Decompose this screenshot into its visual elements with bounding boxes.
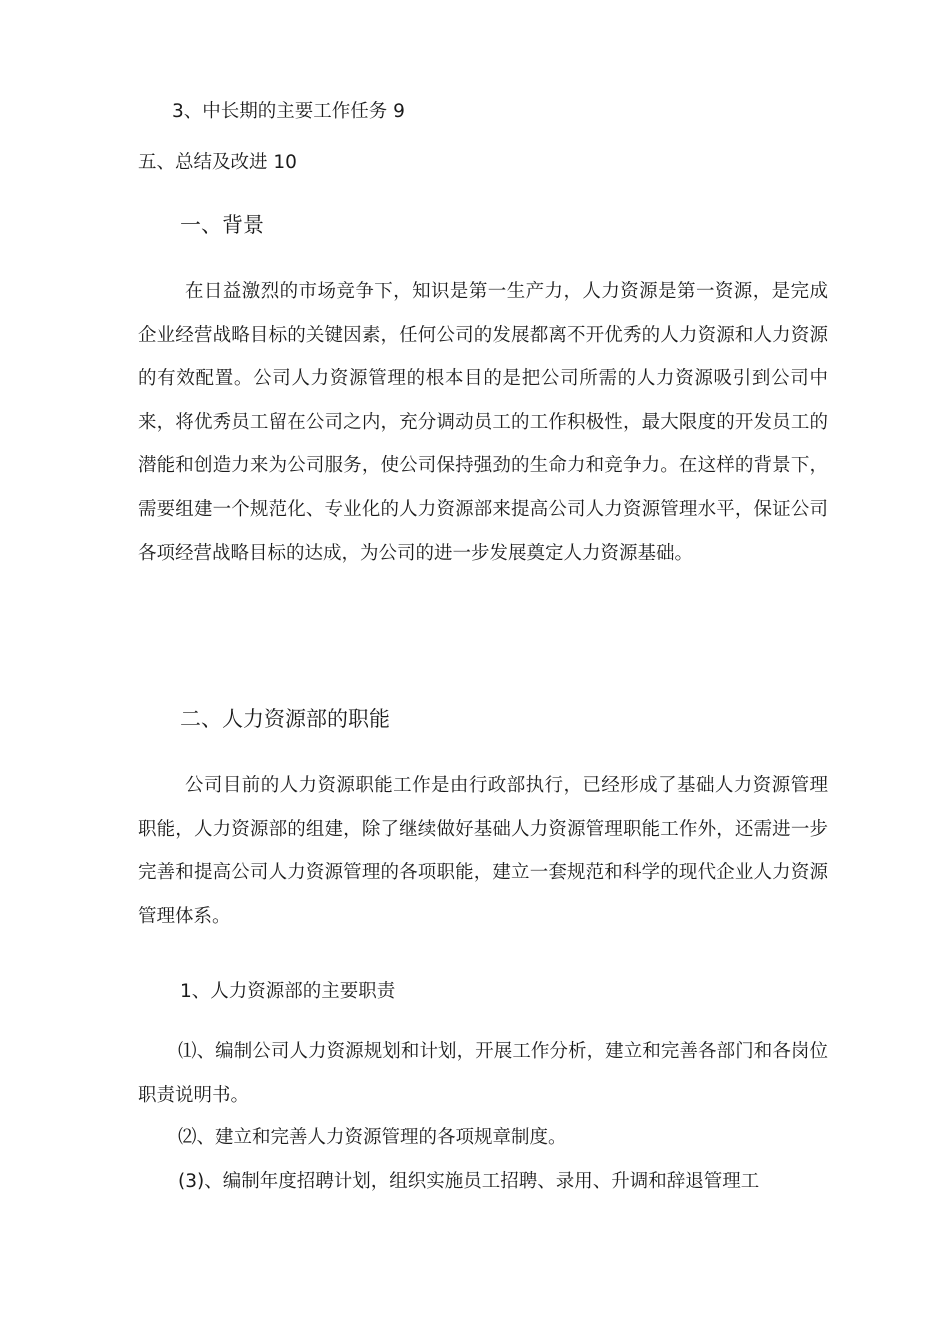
toc-entry-3-3: 3、中长期的主要工作任务 9 — [172, 101, 405, 122]
toc-entry-5: 五、总结及改进 10 — [138, 152, 297, 173]
duty-item-3: (3)、编制年度招聘计划，组织实施员工招聘、录用、升调和辞退管理工 — [178, 1171, 760, 1192]
duty-item-2: ⑵、建立和完善人力资源管理的各项规章制度。 — [178, 1127, 567, 1148]
duty-item-1: ⑴、编制公司人力资源规划和计划，开展工作分析，建立和完善各部门和各岗位职责说明书。 — [138, 1041, 828, 1106]
subheading-main-duties: 1、人力资源部的主要职责 — [180, 981, 396, 1002]
section-heading-hr-functions: 二、人力资源部的职能 — [180, 707, 390, 731]
background-paragraph: 在日益激烈的市场竞争下，知识是第一生产力，人力资源是第一资源，是完成企业经营战略目标的关键因素，任何公司的发展都离不开优秀的人力资源和人力资源的有效配置。公司人力资源管理的根本目的是把公司所需的人力资源吸引到公司中来，将优秀员工留在公司之内，充分调动员工的工作积极性，最大限度的开发员工的潜能和创造力来为公司服务，使公司保持强劲的生命力和竞争力。在这样的背景下，需要组建一个规范化、专业化的人力资源部来提高公司人力资源管理水平，保证公司各项经营战略目标的达成，为公司的进一步发展奠定人力资源基础。 — [138, 281, 828, 564]
section-heading-background: 一、背景 — [180, 213, 264, 237]
hr-functions-paragraph: 公司目前的人力资源职能工作是由行政部执行，已经形成了基础人力资源管理职能，人力资源部的组建，除了继续做好基础人力资源管理职能工作外，还需进一步完善和提高公司人力资源管理的各项职能，建立一套规范和科学的现代企业人力资源管理体系。 — [138, 775, 828, 927]
